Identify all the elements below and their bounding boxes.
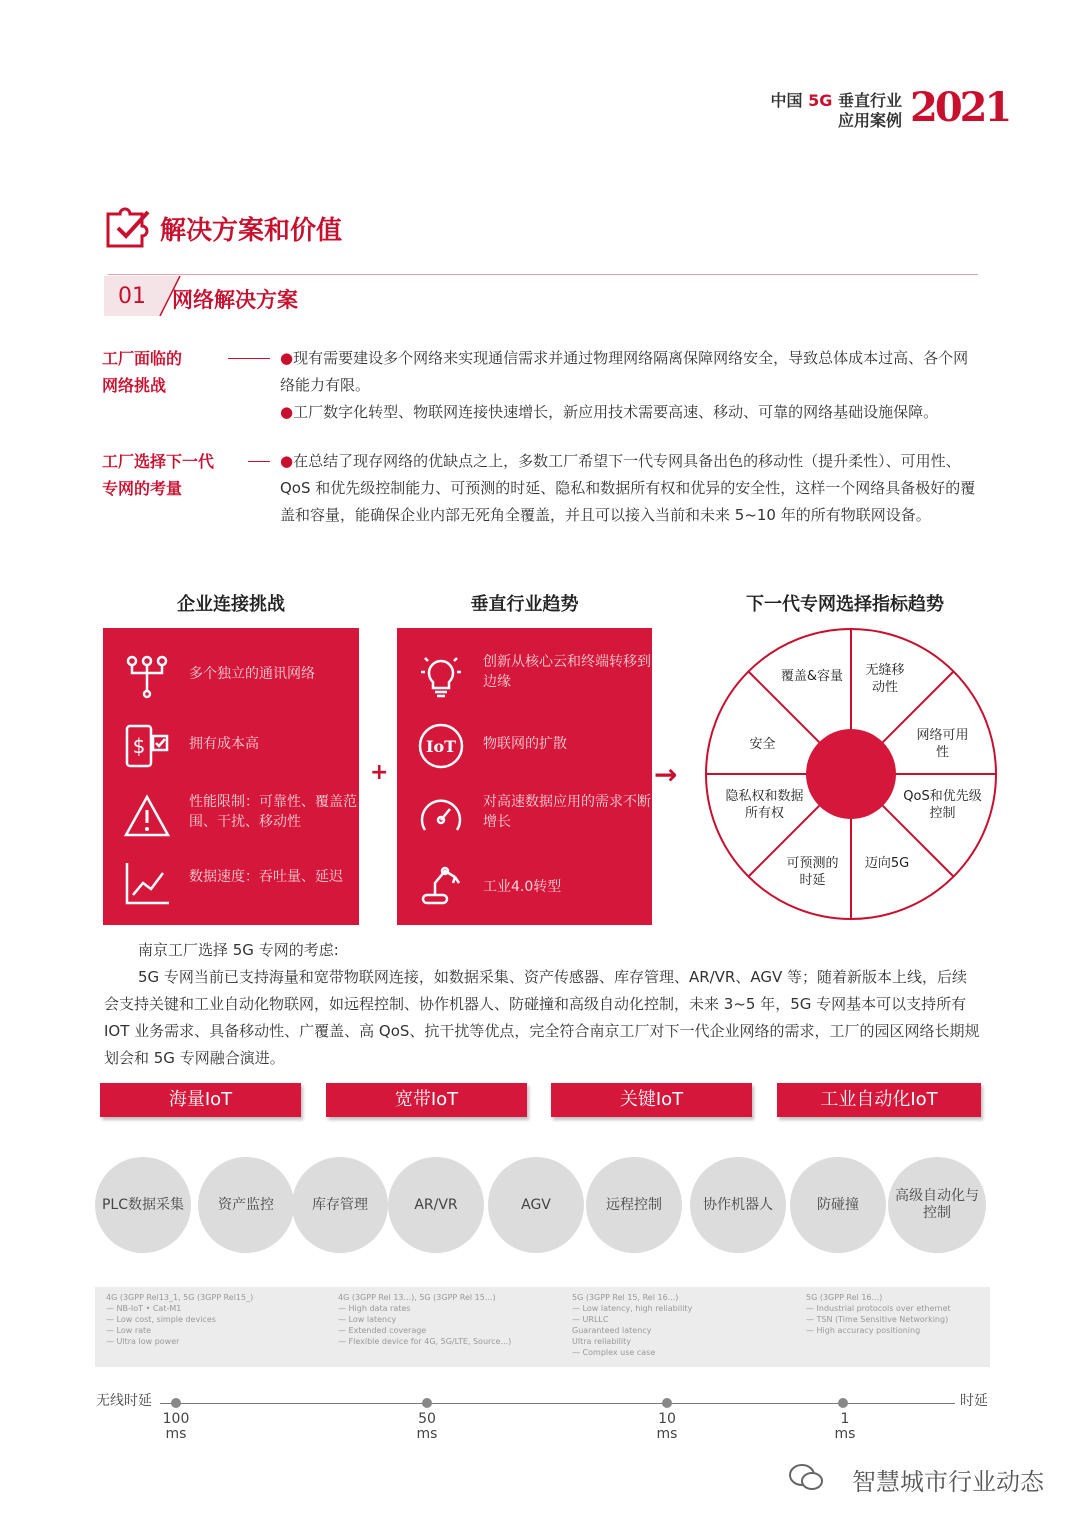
subsection-number: 01	[118, 284, 146, 309]
wheel-segment-label: QoS和优先级控制	[903, 789, 982, 821]
warning-icon	[123, 792, 171, 840]
plus-sign: +	[370, 760, 389, 785]
axis-tick	[838, 1398, 848, 1408]
axis-tick	[171, 1398, 181, 1408]
svg-text:$: $	[132, 734, 146, 758]
challenge-item: $ 拥有成本高	[103, 716, 359, 776]
axis-tick	[662, 1398, 672, 1408]
axis-tick-label: 10 ms	[656, 1411, 678, 1442]
panel-title-challenges: 企业连接挑战	[177, 594, 285, 615]
wheel-segment-label: 可预测的时延	[786, 856, 839, 888]
line-chart-icon	[123, 859, 171, 907]
use-case-circle: 库存管理	[292, 1157, 388, 1253]
iot-category-bar: 关键IoT	[551, 1083, 752, 1117]
axis-left-label: 无线时延	[96, 1393, 152, 1409]
wheel-center	[806, 729, 896, 819]
use-case-circle: 资产监控	[198, 1157, 294, 1253]
axis-right-label: 时延	[960, 1393, 988, 1409]
robot-arm-icon	[417, 859, 465, 907]
wheel-segment-label: 迈向5G	[864, 856, 910, 871]
axis-tick-label: 1 ms	[834, 1411, 856, 1442]
label-connector	[248, 461, 270, 462]
challenge-bullets: ●现有需要建设多个网络来实现通信需求并通过物理网络隔离保障网络安全，导致总体成本过高、各个网络能力有限。 ●工厂数字化转型、物联网连接快速增长，新应用技术需要高速、移动、可靠的网络基础设施保障。	[280, 349, 969, 421]
header-line1: 中国 5G 垂直行业	[770, 91, 902, 110]
spec-column: 4G (3GPP Rel 13...), 5G (3GPP Rel 15...) — High data rates — Low latency — Extended coverage — Flexible device for 4G, 5G/LTE, Source...)	[338, 1293, 512, 1346]
watermark: 智慧城市行业动态	[852, 1468, 1044, 1496]
axis-tick-label: 100 ms	[162, 1411, 190, 1442]
use-case-circle: 高级自动化与控制	[888, 1157, 986, 1253]
latency-axis-line	[160, 1403, 955, 1404]
nanjing-body: 5G 专网当前已支持海量和宽带物联网连接，如数据采集、资产传感器、库存管理、AR/VR、AGV 等；随着新版本上线，后续会支持关键和工业自动化物联网，如远程控制、协作机器人、防碰撞和高级自动化控制，未来 3~5 年，5G 专网基本可以支持所有 IOT 业务需求、具备移动性、广覆盖、高 QoS、抗干扰等优点，完全符合南京工厂对下一代企业网络的需求，工厂的园区网络长期规划会和 5G 专网融合演进。	[104, 968, 980, 1067]
axis-tick	[422, 1398, 432, 1408]
iot-category-bar: 宽带IoT	[326, 1083, 527, 1117]
trend-item: 工业4.0转型	[397, 853, 652, 913]
iot-category-bar: 海量IoT	[100, 1083, 301, 1117]
challenge-item: 性能限制：可靠性、覆盖范围、干扰、移动性	[103, 786, 359, 846]
trend-item: 创新从核心云和终端转移到边缘	[397, 646, 652, 706]
nanjing-lead: 南京工厂选择 5G 专网的考虑:	[138, 941, 339, 959]
spec-column: 5G (3GPP Rel 16...) — Industrial protocols over ethernet — TSN (Time Sensitive Networking) — High accuracy positioning	[806, 1293, 951, 1335]
iot-category-bar: 工业自动化IoT	[777, 1083, 981, 1117]
lightbulb-icon	[417, 652, 465, 700]
divider	[108, 274, 978, 275]
network-tree-icon	[123, 652, 171, 700]
use-case-circle: AR/VR	[388, 1157, 484, 1253]
panel-title-indicators: 下一代专网选择指标趋势	[746, 594, 944, 615]
iot-icon	[417, 722, 465, 770]
challenge-item: 多个独立的通讯网络	[103, 646, 359, 706]
trend-item: 对高速数据应用的需求不断增长	[397, 786, 652, 846]
challenge-item: 数据速度：吞吐量、延迟	[103, 853, 359, 913]
header-year: 2021	[910, 84, 1010, 131]
use-case-circle: AGV	[488, 1157, 584, 1253]
wheel-segment-label: 覆盖&容量	[780, 669, 844, 684]
consideration-bullets: ●在总结了现存网络的优缺点之上，多数工厂希望下一代专网具备出色的移动性（提升柔性）、可用性、QoS 和优先级控制能力、可预测的时延、隐私和数据所有权和优异的安全性，这样一个网络具备极好的覆盖和容量，能确保企业内部无死角全覆盖，并且可以接入当前和未来 5~10 年的所有物联网设备。	[280, 452, 976, 524]
wheel-segment-label: 网络可用性	[916, 728, 969, 760]
puzzle-check-icon	[104, 204, 156, 248]
wheel-segment-label: 隐私权和数据所有权	[725, 789, 804, 821]
svg-text:IoT: IoT	[425, 737, 457, 756]
axis-tick-label: 50 ms	[416, 1411, 438, 1442]
panel-title-trends: 垂直行业趋势	[470, 594, 579, 615]
consideration-label: 工厂选择下一代 专网的考量	[102, 452, 215, 498]
spec-column: 5G (3GPP Rel 15, Rel 16...) — Low latency, high reliability — URLLC Guaranteed latency Ultra reliability — Complex use case	[572, 1293, 693, 1357]
subsection-title: 网络解决方案	[172, 288, 298, 312]
spec-column: 4G (3GPP Rel13_1, 5G (3GPP Rel15_) — NB-IoT • Cat-M1 — Low cost, simple devices — Low rate — Ultra low power	[106, 1293, 254, 1346]
section-title: 解决方案和价值	[160, 216, 343, 246]
label-connector	[228, 358, 270, 359]
wechat-icon	[788, 1462, 824, 1492]
trends-panel	[397, 628, 652, 925]
speedometer-icon	[417, 792, 465, 840]
challenges-panel	[103, 628, 359, 925]
use-case-circle: 防碰撞	[790, 1157, 886, 1253]
use-case-circle: PLC数据采集	[95, 1157, 191, 1253]
cost-phone-icon	[123, 722, 171, 770]
header-line2: 应用案例	[837, 111, 902, 130]
use-case-circle: 远程控制	[586, 1157, 682, 1253]
challenge-label: 工厂面临的 网络挑战	[102, 349, 183, 395]
wheel-segment-label: 无缝移动性	[865, 663, 905, 695]
arrow-right-icon: →	[654, 758, 678, 791]
use-case-circle: 协作机器人	[690, 1157, 786, 1253]
trend-item: IoT 物联网的扩散	[397, 716, 652, 776]
wheel-segment-label: 安全	[749, 737, 776, 752]
